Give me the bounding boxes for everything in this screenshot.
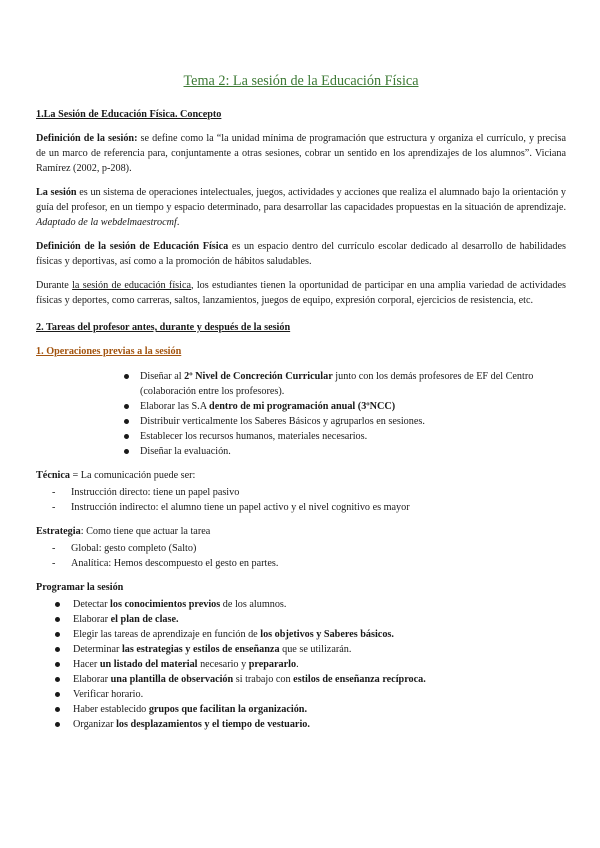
tecnica-text: = La comunicación puede ser: <box>69 470 196 481</box>
programar-heading: Programar la sesión <box>36 582 124 593</box>
section1-heading: 1.La Sesión de Educación Física. Concepto <box>36 109 222 120</box>
programar-bold-2: prepararlo <box>248 659 297 670</box>
programar-bold: los objetivos y Saberes básicos. <box>260 629 394 640</box>
programar-text: Elegir las tareas de aprendizaje en función de <box>73 629 261 640</box>
definition-paragraph-2 <box>36 185 566 230</box>
programar-item <box>55 657 566 672</box>
operation-item <box>124 444 566 459</box>
operation-bold: dentro de mi programación anual (3ºNCC) <box>209 401 396 412</box>
programar-text: Organizar <box>73 719 117 730</box>
programar-item <box>55 702 566 717</box>
definition-paragraph-4 <box>36 278 566 308</box>
estrategia-item: - Analítica: Hemos descompuesto el gesto en partes. <box>52 556 566 571</box>
programar-item <box>55 642 566 657</box>
programar-bold: el plan de clase. <box>110 614 179 625</box>
programar-list <box>36 597 566 732</box>
estrategia-label: Estrategia <box>36 526 81 537</box>
operations-list <box>36 369 566 459</box>
programar-bold-2: estilos de enseñanza recíproca. <box>293 674 426 685</box>
programar-item <box>55 612 566 627</box>
definition-text-2: es un sistema de operaciones intelectuales, juegos, actividades y acciones que realiza el alumnado bajo la orientación y guía del profesor, en un tiempo y espacio determinado, para desarrollar las capacidades propuestas en la situación de aprendizaje. <box>36 187 566 213</box>
definition-text-4: , los estudiantes tienen la oportunidad de participar en una amplia variedad de actividades físicas y deportes, como carreras, saltos, lanzamientos, juegos de equipo, expresión corporal, ejercicios de resistencia, etc. <box>36 280 566 306</box>
definition-end-2: . <box>176 217 180 228</box>
operation-text: Diseñar al <box>140 371 185 382</box>
operation-text: Distribuir verticalmente los Saberes Básicos y agruparlos en sesiones. <box>140 416 425 427</box>
operation-text: Diseñar la evaluación. <box>140 446 231 457</box>
definition-label-1: Definición de la sesión: <box>36 133 138 144</box>
programar-bold: las estrategias y estilos de enseñanza <box>121 644 280 655</box>
operation-item <box>124 399 566 414</box>
operation-bold: 2º Nivel de Concreción Curricular <box>184 371 333 382</box>
programar-bold: grupos que facilitan la organización. <box>148 704 308 715</box>
tecnica-item: - Instrucción directo: tiene un papel pasivo <box>52 485 566 500</box>
programar-bold: una plantilla de observación <box>110 674 234 685</box>
tecnica-list <box>36 485 566 515</box>
programar-text: Detectar <box>73 599 111 610</box>
programar-bold: los desplazamientos y el tiempo de vestuario. <box>116 719 310 730</box>
definition-underlined-4: la sesión de educación física <box>72 280 191 291</box>
estrategia-list <box>36 541 566 571</box>
definition-label-3: Definición de la sesión de Educación Física <box>36 241 229 252</box>
tecnica-label: Técnica <box>36 470 70 481</box>
programar-item <box>55 672 566 687</box>
programar-item <box>55 627 566 642</box>
section2-heading: 2. Tareas del profesor antes, durante y después de la sesión <box>36 322 291 333</box>
tecnica-line <box>36 468 566 483</box>
programar-mid: necesario y <box>197 659 249 670</box>
programar-text: Elaborar <box>73 614 111 625</box>
definition-pre-4: Durante <box>36 280 73 291</box>
programar-item <box>55 687 566 702</box>
tecnica-item: - Instrucción indirecto: el alumno tiene un papel activo y el nivel cognitivo es mayor <box>52 500 566 515</box>
programar-bold: un listado del material <box>99 659 198 670</box>
definition-text-3: es un espacio dentro del currículo escolar dedicado al desarrollo de habilidades físicas y deportivas, así como a la promoción de hábitos saludables. <box>36 241 566 267</box>
definition-paragraph-3 <box>36 239 566 269</box>
operation-item <box>124 414 566 429</box>
estrategia-text: : Como tiene que actuar la tarea <box>80 526 211 537</box>
definition-paragraph-1 <box>36 131 566 176</box>
operation-text: Establecer los recursos humanos, materiales necesarios. <box>140 431 368 442</box>
programar-text: Verificar horario. <box>73 689 144 700</box>
programar-post: . <box>296 659 299 670</box>
programar-text: Determinar <box>73 644 122 655</box>
programar-bold: los conocimientos previos <box>110 599 221 610</box>
definition-text-1: se define como la “la unidad mínima de programación que estructura y organiza el currículo, y precisa de un marco de referencia para, conjuntamente a otras sesiones, cobrar un sentido en los aprendizajes de los alumnos”. Viciana Ramírez (2002, p-208). <box>36 133 566 174</box>
programar-item <box>55 597 566 612</box>
programar-text: Haber establecido <box>73 704 149 715</box>
programar-mid: que se utilizarán. <box>279 644 352 655</box>
estrategia-item: - Global: gesto completo (Salto) <box>52 541 566 556</box>
definition-source-2: Adaptado de la webdelmaestrocmf <box>36 217 177 228</box>
programar-item <box>55 717 566 732</box>
estrategia-line <box>36 524 566 539</box>
programar-mid: si trabajo con <box>233 674 294 685</box>
programar-text: Elaborar <box>73 674 111 685</box>
programar-mid: de los alumnos. <box>220 599 287 610</box>
operation-text: Elaborar las S.A <box>140 401 210 412</box>
programar-text: Hacer <box>73 659 100 670</box>
page-title: Tema 2: La sesión de la Educación Física <box>183 73 419 89</box>
operation-item <box>124 429 566 444</box>
operation-item <box>124 369 566 399</box>
subsection-operaciones-heading: 1. Operaciones previas a la sesión <box>36 346 182 357</box>
operation-post: junto con los demás profesores de EF del Centro (colaboración entre los profesores). <box>140 371 534 397</box>
definition-label-2: La sesión <box>36 187 77 198</box>
